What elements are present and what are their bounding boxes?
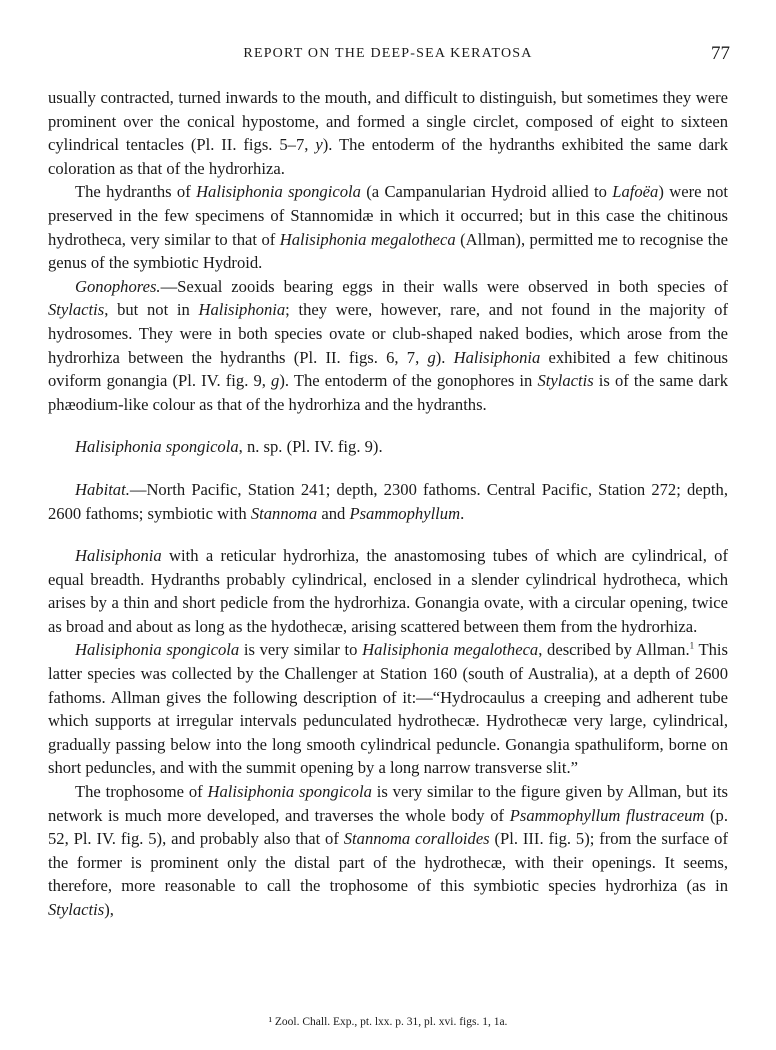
italic-text: g	[427, 347, 436, 367]
text-run: The hydranths of	[75, 182, 197, 202]
text-run: with a reticular hydrorhiza, the anastomosing tubes of which are cylindrical, of equal breadth. Hydranths probably cylindrical, enclosed in a slender cylindrical hydrotheca, which arises by a thin and short pedicle from the hydrorhiza. Gonangia ovate, with a circular opening, twice as broad and about as long as the hydothecæ, arising scattered between them from the hydrorhiza.	[48, 546, 728, 636]
text-run: and	[317, 503, 350, 523]
text-run: —North Pacific, Station 241; depth, 2300 fathoms. Central Pacific, Station 272; depth, 2600 fathoms; symbiotic with	[48, 479, 728, 523]
text-run: (p. 52, Pl. IV. fig. 5), and probably also that of	[48, 805, 728, 849]
text-run: This latter species was collected by the Challenger at Station 160 (south of Australia), at a depth of 2600 fathoms. Allman gives the following description of it:—“Hydrocaulus a creeping and adherent tube which supports at irregular intervals pedunculated hydrothecæ. Hydrothecæ very large, cylindrical, gradually passing below into the long smooth cylindrical peduncle. Gonangia spathuliform, borne on short peduncles, and with the summit opening by a long narrow transverse slit.”	[48, 640, 728, 778]
text-run: exhibited a few chitinous oviform gonangia (Pl. IV. fig. 9,	[48, 347, 728, 391]
italic-text: Halisiphonia megalotheca	[362, 640, 539, 660]
footnote-marker: 1	[689, 640, 695, 651]
paragraph	[48, 780, 728, 922]
italic-text: Halisiphonia spongicola	[75, 437, 239, 457]
italic-text: Lafoëa	[612, 182, 659, 202]
italic-text: Stylactis	[48, 300, 105, 320]
italic-text: Habitat.	[75, 479, 130, 499]
running-title: REPORT ON THE DEEP-SEA KERATOSA	[243, 46, 533, 61]
italic-text: Stylactis	[48, 900, 105, 919]
text-run: ; they were, however, rare, and not found in the majority of hydrosomes. They were in both species ovate or club-shaped naked bodies, which arose from the hydrorhiza between the hydranths (Pl. II. figs. 6, 7,	[48, 300, 728, 367]
text-run: is very similar to	[239, 640, 363, 660]
italic-text: y	[315, 135, 323, 155]
text-run: ) were not preserved in the few specimens of Stannomidæ in which it occurred; but in this case the chitinous hydrotheca, very similar to that of	[48, 182, 728, 249]
page-number: 77	[711, 43, 730, 64]
paragraph	[48, 544, 728, 638]
italic-text: Stannoma coralloides	[343, 829, 490, 849]
text-run: ). The entoderm of the hydranths exhibited the same dark coloration as that of the hydrorhiza.	[48, 135, 729, 178]
italic-text: Psammophyllum	[349, 503, 461, 523]
italic-text: Psammophyllum flustraceum	[509, 805, 705, 825]
body-text	[48, 86, 728, 922]
text-run: usually contracted, turned inwards to the mouth, and difficult to distinguish, but sometimes they were prominent over the conical hypostome, and formed a single circlet, composed of eight to sixteen cylindrical tentacles (Pl. II. figs. 5–7,	[48, 88, 728, 155]
text-run: (Allman), permitted me to recognise the genus of the symbiotic Hydroid.	[48, 229, 728, 273]
italic-text: Halisiphonia spongicola	[75, 640, 240, 660]
text-run: , n. sp. (Pl. IV. fig. 9).	[238, 437, 383, 457]
italic-text: Gonophores.	[75, 276, 161, 296]
paragraph	[48, 638, 728, 780]
text-run: ),	[104, 900, 114, 919]
paragraph	[48, 180, 728, 274]
italic-text: Halisiphonia	[198, 300, 286, 320]
text-run: ).	[435, 347, 454, 367]
italic-text: Halisiphonia	[75, 546, 162, 566]
paragraph	[48, 435, 728, 459]
text-run: (Pl. III. fig. 5); from the surface of the former is prominent only the distal part of the hydrothecæ, with their openings. It seems, therefore, more reasonable to call the trophosome of this symbiotic species hydrorhiza (as in	[48, 829, 729, 896]
text-run: is very similar to the figure given by Allman, but its network is much more developed, and traverses the whole body of	[48, 782, 729, 825]
italic-text: Halisiphonia spongicola	[196, 182, 361, 202]
footnote: ¹ Zool. Chall. Exp., pt. lxx. p. 31, pl. xvi. figs. 1, 1a.	[268, 1016, 508, 1028]
text-run: The trophosome of	[75, 782, 208, 802]
text-run: —Sexual zooids bearing eggs in their walls were observed in both species of	[160, 276, 728, 296]
paragraph	[48, 478, 728, 525]
italic-text: Stannoma	[250, 503, 318, 523]
italic-text: Halisiphonia spongicola	[207, 782, 372, 802]
page-header	[48, 43, 730, 70]
italic-text: g	[271, 371, 280, 391]
text-run: ). The entoderm of the gonophores in	[279, 371, 538, 391]
text-run: is of the same dark phæodium-like colour as that of the hydrorhiza and the hydranths.	[48, 371, 728, 414]
italic-text: Halisiphonia	[453, 347, 541, 367]
italic-text: Halisiphonia megalotheca	[279, 229, 456, 249]
text-run: , described by Allman.	[538, 640, 690, 660]
text-run: .	[460, 503, 465, 523]
text-run: , but not in	[104, 300, 199, 320]
text-run: (a Campanularian Hydroid allied to	[360, 182, 613, 202]
paragraph	[48, 275, 728, 417]
paragraph	[48, 86, 728, 180]
italic-text: Stylactis	[537, 371, 594, 391]
